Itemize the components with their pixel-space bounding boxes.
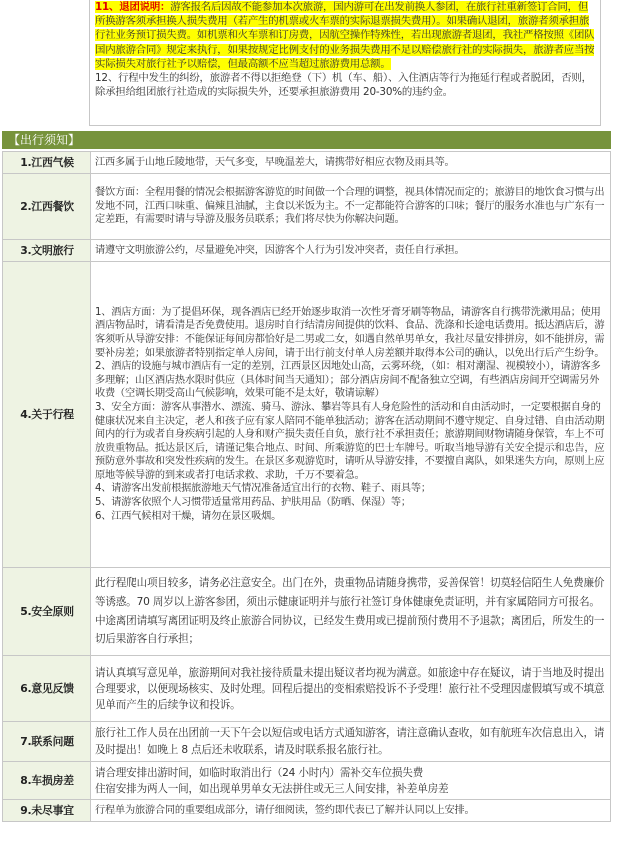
row-key: 1.江西气候 — [3, 152, 91, 174]
row-value — [91, 762, 611, 800]
item-11-label: 11、退团说明： — [95, 1, 171, 13]
row-value: 餐饮方面：全程用餐的情况会根据游客游览的时间做一个合理的调整，视具体情况而定的；旅游目的地饮食习惯与出发地不同，江西口味重、偏辣且油腻，主食以米饭为主。不一定都能符合游客的口味；餐厅的服务水准也与广东有一定差距，有需要时请与导游及服务员联系；我们将尽快为你解决问题。 — [91, 174, 611, 240]
cancellation-fee-note: 请合理安排出游时间，如临时取消出行（24 小时内）需补交车位损失费 — [95, 766, 424, 779]
row-key: 3.文明旅行 — [3, 240, 91, 262]
medicine-note: 5、请游客依照个人习惯带适量常用药品、护肤用品（防晒、保湿）等； — [95, 497, 411, 509]
table-row — [3, 240, 611, 262]
row-key: 7.联系问题 — [3, 722, 91, 762]
clothing-note: 4、请游客出发前根据旅游地天气情况准备适宜出行的衣物、鞋子、雨具等； — [95, 483, 431, 495]
item-12: 12、行程中发生的纠纷，旅游者不得以拒绝登（下）机（车、船）、入住酒店等行为拖延行程或者脱团，否则，除承担给组团旅行社造成的实际损失外，还要承担旅游费用 20-30%的违约金。 — [95, 72, 592, 99]
row-key: 6.意见反馈 — [3, 656, 91, 722]
row-value: 江西多属于山地丘陵地带，天气多变，早晚温差大，请携带好相应衣物及雨具等。 — [91, 152, 611, 174]
table-row — [3, 174, 611, 240]
table-row — [3, 568, 611, 656]
smoking-note: 6、江西气候相对干燥，请勿在景区吸烟。 — [95, 510, 282, 522]
hotel-note: 1、酒店方面：为了提倡环保，现各酒店已经开始逐步取消一次性牙膏牙刷等物品，请游客自行携带洗漱用品；使用酒店物品时，请看清是否免费使用。退房时自行结清房间提供的饮料、食品、洗涤和长途电话费用。抵达酒店后，游客须听从导游安排：不能保证每间房都恰好是二男或二女，如遇自然单男单女，我社尽量安排拼房，如不能拼房，需要补房差；如果旅游者特别指定单人房间，请于出行前支付单人房差额并取得本公司的确认，以免出行后产生纷争。 — [95, 306, 605, 359]
cancellation-notes-block — [89, 0, 601, 126]
row-key: 8.车损房差 — [3, 762, 91, 800]
row-key: 9.未尽事宜 — [3, 800, 91, 822]
row-key: 2.江西餐饮 — [3, 174, 91, 240]
item-11 — [90, 0, 600, 71]
row-key: 5.安全原则 — [3, 568, 91, 656]
table-row — [3, 656, 611, 722]
table-row — [3, 722, 611, 762]
item-11-text: 游客报名后因故不能参加本次旅游，国内游可在出发前换人参团，在旅行社重新签订合同，但所换游客须承担换人损失费用（若产生的机票或火车票的实际退票损失费用）。如果确认退团，旅游者须承担旅行社业务预订损失费。如机票和火车票和订房费，因航空操作特殊性，若出现旅游者退团，我社严格按照《团队国内旅游合同》规定来执行，如果按规定比例支付的业务损失费用不足以赔偿旅行社的实际损失，旅游者应当按实际损失对旅行社予以赔偿，但最高额不应当超过旅游费用总额。 — [95, 1, 595, 70]
row-value: 请遵守文明旅游公约，尽量避免冲突，因游客个人行为引发冲突者，责任自行承担。 — [91, 240, 611, 262]
table-row — [3, 262, 611, 568]
table-row — [3, 762, 611, 800]
row-key: 4.关于行程 — [3, 262, 91, 568]
row-value — [91, 262, 611, 568]
table-row — [3, 152, 611, 174]
travel-notes-table — [2, 151, 611, 822]
section-header: 【出行须知】 — [2, 131, 611, 149]
hotel-facility-note: 2、酒店的设施与城市酒店有一定的差别，江西景区因地处山高，云雾环绕，（如：相对潮湿、视模较小），请游客多多理解；山区酒店热水限时供应（具体时间当天通知）；部分酒店房间不配备独立空调，有些酒店房间开空调需另外收费（空调长期受高山气候影响，效果可能不是太好，敬请谅解） — [95, 361, 601, 400]
single-room-note: 住宿安排为两人一间，如出现单男单女无法拼住或无三人间安排，补差单房差 — [95, 782, 449, 795]
row-value: 此行程爬山项目较多，请务必注意安全。出门在外，贵重物品请随身携带，妥善保管！切莫轻信陌生人免费廉价等诱惑。70 周岁以上游客参团，须出示健康证明并与旅行社签订身体健康免责证明，并有家属陪同方可报名。中途离团请填写离团证明及终止旅游合同协议，已经发生费用或已提前预付费用不予退款；离团后，所发生的一切后果游客自行承担； — [91, 568, 611, 656]
table-row — [3, 800, 611, 822]
row-value: 旅行社工作人员在出团前一天下午会以短信或电话方式通知游客，请注意确认查收，如有航班车次信息出入，请及时提出！如晚上 8 点后还未收联系，请及时联系报名旅行社。 — [91, 722, 611, 762]
row-value: 行程单为旅游合同的重要组成部分，请仔细阅读，签约即代表已了解并认同以上安排。 — [91, 800, 611, 822]
safety-note: 3、安全方面：游客从事潜水、漂流、骑马、游泳、攀岩等具有人身危险性的活动和自由活动时，一定要根据自身的健康状况来自主决定，老人和孩子应有家人陪同不能单独活动；游客在活动期间不遵守规定、自身过错、自由活动期间内的行为或者自身疾病引起的人身和财产损失责任自负，旅行社不承担责任；旅游期间财物请随身保管，车上不可放贵重物品。抵达景区后，请谨记集合地点、时间、所乘游览的巴士车牌号。听取当地导游有关安全提示和忠告，应预防意外事故和突发性疾病的发生。在景区多观游览时，请听从导游安排，不要擅自离队，如果迷失方向，原则上应原地等候导游的到来或者打电话求救、求助，千万不要着急。 — [95, 401, 605, 481]
row-value: 请认真填写意见单，旅游期间对我社接待质量未提出疑议者均视为满意。如旅途中存在疑议，请于当地及时提出合理要求，以便现场核实、及时处理。回程后提出的变相索赔投诉不予受理！旅行社不受理因虚假填写或不填意见单而产生的后续争议和投诉。 — [91, 656, 611, 722]
